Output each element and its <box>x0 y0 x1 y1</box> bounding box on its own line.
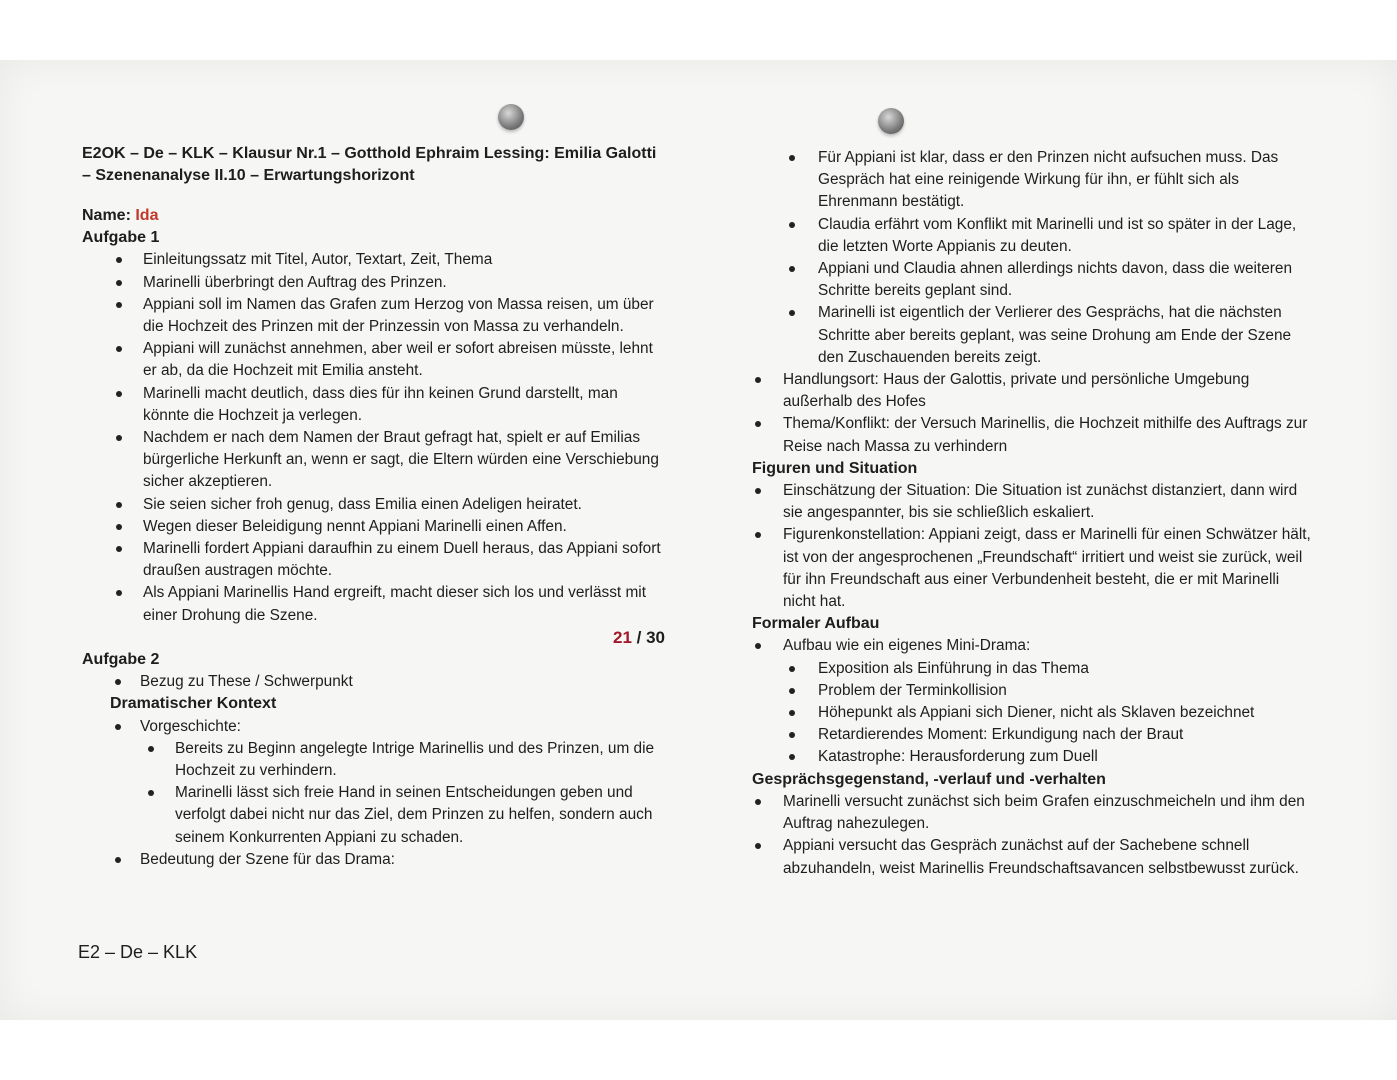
meaning-list <box>752 147 1312 458</box>
list-item: Appiani und Claudia ahnen allerdings nichts davon, dass die weiteren Schritte bereits geplant sind. <box>752 258 1312 302</box>
list-item: Thema/Konflikt: der Versuch Marinellis, die Hochzeit mithilfe des Auftrags zur Reise nach Massa zu verhindern <box>752 413 1312 457</box>
list-item: Vorgeschichte: <box>82 716 667 738</box>
list-item: Bezug zu These / Schwerpunkt <box>82 671 667 693</box>
page-footer: E2 – De – KLK <box>78 942 198 962</box>
list-item: Marinelli macht deutlich, dass dies für ihn keinen Grund darstellt, man könnte die Hochzeit ja verlegen. <box>82 383 667 427</box>
pushpin-left-icon <box>498 104 524 130</box>
list-item: Für Appiani ist klar, dass er den Prinzen nicht aufsuchen muss. Das Gespräch hat eine reinigende Wirkung für ihn, er fühlt sich als Ehrenmann bestätigt. <box>752 147 1312 214</box>
list-item: Einleitungssatz mit Titel, Autor, Textart, Zeit, Thema <box>82 249 667 271</box>
list-item: Appiani will zunächst annehmen, aber weil er sofort abreisen müsste, lehnt er ab, da die Hochzeit mit Emilia ansteht. <box>82 338 667 382</box>
list-item: Höhepunkt als Appiani sich Diener, nicht als Sklaven bezeichnet <box>752 702 1312 724</box>
left-column <box>82 143 667 871</box>
list-item: Appiani soll im Namen das Grafen zum Herzog von Massa reisen, um über die Hochzeit des Prinzen mit der Prinzessin von Massa zu verhandeln. <box>82 294 667 338</box>
conversation-heading: Gesprächsgegenstand, -verlauf und -verhalten <box>752 770 1106 788</box>
list-item: Nachdem er nach dem Namen der Braut gefragt hat, spielt er auf Emilias bürgerliche Herkunft an, wenn er sagt, die Eltern würden eine Verschiebung sicher akzeptieren. <box>82 427 667 494</box>
task1-heading: Aufgabe 1 <box>82 229 160 247</box>
score-max: 30 <box>646 627 665 647</box>
list-item: Sie seien sicher froh genug, dass Emilia einen Adeligen heiratet. <box>82 494 667 516</box>
list-item: Wegen dieser Beleidigung nennt Appiani Marinelli einen Affen. <box>82 516 667 538</box>
list-item: Claudia erfährt vom Konflikt mit Marinelli und ist so später in der Lage, die letzten Worte Appianis zu deuten. <box>752 214 1312 258</box>
task2-list <box>82 671 667 693</box>
list-item: Als Appiani Marinellis Hand ergreift, macht dieser sich los und verlässt mit einer Drohung die Szene. <box>82 582 667 626</box>
student-name <box>82 205 667 227</box>
list-item: Problem der Terminkollision <box>752 680 1312 702</box>
list-item: Marinelli versucht zunächst sich beim Grafen einzuschmeicheln und ihm den Auftrag nahezulegen. <box>752 791 1312 835</box>
list-item: Aufbau wie ein eigenes Mini-Drama: <box>752 635 1312 657</box>
name-value: Ida <box>135 207 159 224</box>
figures-heading: Figuren und Situation <box>752 459 918 477</box>
list-item: Katastrophe: Herausforderung zum Duell <box>752 746 1312 768</box>
list-item: Bedeutung der Szene für das Drama: <box>82 849 667 871</box>
list-item: Retardierendes Moment: Erkundigung nach der Braut <box>752 724 1312 746</box>
pushpin-right-icon <box>878 108 904 134</box>
list-item: Marinelli ist eigentlich der Verlierer des Gesprächs, hat die nächsten Schritte aber bereits geplant, was seine Drohung am Ende der Szene den Zuschauenden bereits zeigt. <box>752 302 1312 369</box>
structure-heading: Formaler Aufbau <box>752 615 880 633</box>
scan-bottom-margin <box>0 1020 1397 1080</box>
right-column <box>752 147 1312 880</box>
list-item: Marinelli überbringt den Auftrag des Prinzen. <box>82 272 667 294</box>
name-label: Name: <box>82 207 131 224</box>
list-item: Einschätzung der Situation: Die Situation ist zunächst distanziert, dann wird sie angespannter, bis sie schließlich eskaliert. <box>752 480 1312 524</box>
list-item: Appiani versucht das Gespräch zunächst auf der Sachebene schnell abzuhandeln, weist Marinellis Freundschaftsavancen selbstbewusst zurück. <box>752 835 1312 879</box>
context-heading: Dramatischer Kontext <box>110 695 277 713</box>
figures-list <box>752 480 1312 613</box>
task1-score <box>82 627 665 649</box>
list-item: Handlungsort: Haus der Galottis, private und persönliche Umgebung außerhalb des Hofes <box>752 369 1312 413</box>
task2-heading: Aufgabe 2 <box>82 651 160 669</box>
structure-list <box>752 635 1312 768</box>
score-separator: / <box>631 627 647 647</box>
document-title: E2OK – De – KLK – Klausur Nr.1 – Gotthold Ephraim Lessing: Emilia Galotti – Szenenanalyse II.10 – Erwartungshorizont <box>82 145 657 184</box>
score-achieved: 21 <box>612 627 632 647</box>
context-list <box>82 716 667 871</box>
task1-list <box>82 249 667 626</box>
scan-top-margin <box>0 0 1397 60</box>
list-item: Figurenkonstellation: Appiani zeigt, dass er Marinelli für einen Schwätzer hält, ist von der angesprochenen „Freundschaft“ irritiert und weist sie zurück, weil für ihn Freundschaft aus einer Verbundenheit besteht, die er mit Marinelli nicht hat. <box>752 524 1312 613</box>
list-item: Marinelli fordert Appiani daraufhin zu einem Duell heraus, das Appiani sofort draußen austragen möchte. <box>82 538 667 582</box>
conversation-list <box>752 791 1312 880</box>
list-item: Marinelli lässt sich freie Hand in seinen Entscheidungen geben und verfolgt dabei nicht nur das Ziel, dem Prinzen zu helfen, sondern auch seinem Konkurrenten Appiani zu schaden. <box>82 782 667 849</box>
list-item: Bereits zu Beginn angelegte Intrige Marinellis und des Prinzen, um die Hochzeit zu verhindern. <box>82 738 667 782</box>
list-item: Exposition als Einführung in das Thema <box>752 658 1312 680</box>
